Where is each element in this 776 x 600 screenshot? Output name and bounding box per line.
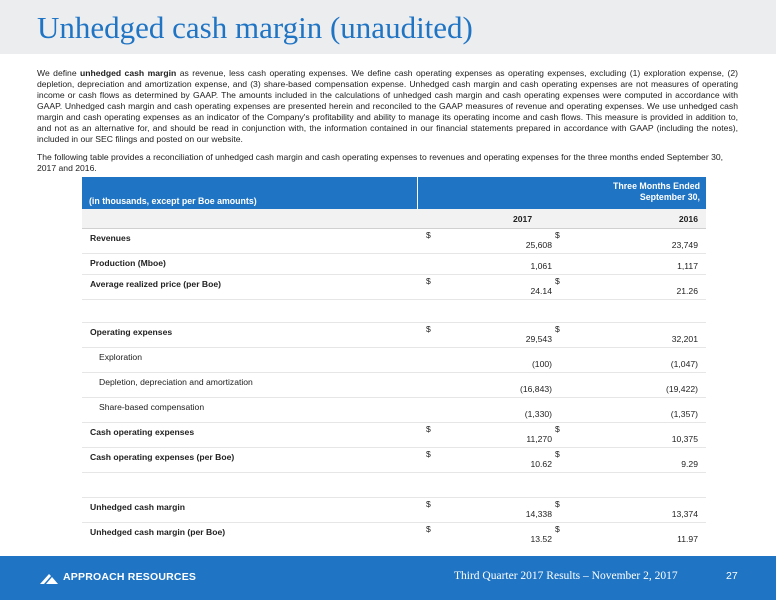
year-header-row <box>82 209 706 229</box>
dollar-sign: $ <box>426 276 431 286</box>
intro-paragraph-2: The following table provides a reconciliation of unhedged cash margin and cash operating expenses to revenues and operating expenses for the three months ended September 30, 2017 and 2016. <box>37 152 724 173</box>
row-label: Exploration <box>99 352 142 362</box>
value-2017: 29,543 <box>525 334 552 344</box>
table-row <box>82 498 706 523</box>
value-2016: 23,749 <box>671 240 698 250</box>
dollar-sign: $ <box>426 449 431 459</box>
row-label: Share-based compensation <box>99 402 205 412</box>
row-label: Revenues <box>90 233 131 243</box>
year-2016: 2016 <box>678 214 698 224</box>
value-2016: (1,357) <box>670 409 698 419</box>
table-row <box>82 423 706 448</box>
row-label: Depletion, depreciation and amortization <box>99 377 253 387</box>
approach-logo-icon <box>40 572 58 584</box>
footer-bar <box>0 556 776 600</box>
dollar-sign: $ <box>426 524 431 534</box>
spacer-row <box>82 473 706 498</box>
value-2017: 10.62 <box>530 459 552 469</box>
year-2017: 2017 <box>513 214 533 224</box>
row-label: Cash operating expenses <box>90 427 195 437</box>
value-2016: (1,047) <box>670 359 698 369</box>
dollar-sign: $ <box>555 324 560 334</box>
dollar-sign: $ <box>555 230 560 240</box>
period-line-1: Three Months Ended <box>613 181 700 191</box>
dollar-sign: $ <box>555 499 560 509</box>
dollar-sign: $ <box>555 449 560 459</box>
value-2016: 13,374 <box>671 509 698 519</box>
table-row <box>82 254 706 275</box>
dollar-sign: $ <box>426 324 431 334</box>
dollar-sign: $ <box>555 424 560 434</box>
intro-pre: We define <box>37 68 81 78</box>
table-row <box>82 348 706 373</box>
dollar-sign: $ <box>426 230 431 240</box>
value-2016: 10,375 <box>671 434 698 444</box>
intro-text <box>37 68 738 174</box>
value-2017: 13.52 <box>530 534 552 544</box>
header-divider <box>417 177 418 209</box>
table-row <box>82 373 706 398</box>
table-row <box>82 229 706 254</box>
row-label: Unhedged cash margin (per Boe) <box>90 527 226 537</box>
value-2017: 11,270 <box>526 434 552 444</box>
value-2017: 1,061 <box>530 261 552 271</box>
page-title: Unhedged cash margin (unaudited) <box>37 10 473 45</box>
row-label: Operating expenses <box>90 327 173 337</box>
row-label: Unhedged cash margin <box>90 502 186 512</box>
value-2017: 14,338 <box>525 509 552 519</box>
value-2016: (19,422) <box>665 384 698 394</box>
title-bar <box>0 0 776 54</box>
value-2017: 24.14 <box>530 286 552 296</box>
table-row <box>82 448 706 473</box>
row-label: Production (Mboe) <box>90 258 166 268</box>
spacer-row <box>82 300 706 323</box>
page-number: 27 <box>726 570 738 582</box>
intro-post: as revenue, less cash operating expenses. We define cash operating expenses as operating expenses, excluding (1) exploration expense, (2) depletion, depreciation and amortization expense, and (3) share-based compensation expense. Unhedged cash margin and cash operating expenses are not measures of operating income or cash flows as determined by GAAP. The amounts included in the calculations of unhedged cash margin and cash operating expenses were computed in accordance with GAAP. Unhedged cash margin and cash operating expenses are presented herein and reconciled to the GAAP measures of revenue and operating expenses. We use unhedged cash margin and cash operating expenses as an indicator of the Company's profitability and ability to manage its operating income and cash flows. This measure is provided in addition to, and not as an alternative for, and should be read in conjunction with, the information contained in our financial statements prepared in accordance with GAAP (including the notes), included in our SEC filings and posted on our website. <box>37 68 738 144</box>
table-row <box>82 275 706 300</box>
value-2016: 11.97 <box>677 534 698 544</box>
period-line-2: September 30, <box>639 192 700 202</box>
intro-bold-term: unhedged cash margin <box>80 68 177 78</box>
table-header-period <box>613 181 700 203</box>
value-2017: 25,608 <box>525 240 552 250</box>
row-label: Cash operating expenses (per Boe) <box>90 452 235 462</box>
footer-caption: Third Quarter 2017 Results – November 2, 2017 <box>454 570 678 582</box>
value-2016: 9.29 <box>681 459 698 469</box>
table-row <box>82 523 706 547</box>
value-2016: 21.26 <box>676 286 698 296</box>
table-row <box>82 323 706 348</box>
company-name: APPROACH RESOURCES <box>63 571 197 583</box>
intro-paragraph-1 <box>37 68 738 145</box>
dollar-sign: $ <box>426 499 431 509</box>
table-header-units: (in thousands, except per Boe amounts) <box>89 196 257 206</box>
dollar-sign: $ <box>426 424 431 434</box>
table-header <box>82 177 706 209</box>
dollar-sign: $ <box>555 524 560 534</box>
dollar-sign: $ <box>555 276 560 286</box>
value-2016: 32,201 <box>671 334 698 344</box>
value-2017: (100) <box>531 359 552 369</box>
value-2016: 1,117 <box>677 261 698 271</box>
row-label: Average realized price (per Boe) <box>90 279 222 289</box>
table-row <box>82 398 706 423</box>
value-2017: (16,843) <box>519 384 552 394</box>
value-2017: (1,330) <box>524 409 552 419</box>
